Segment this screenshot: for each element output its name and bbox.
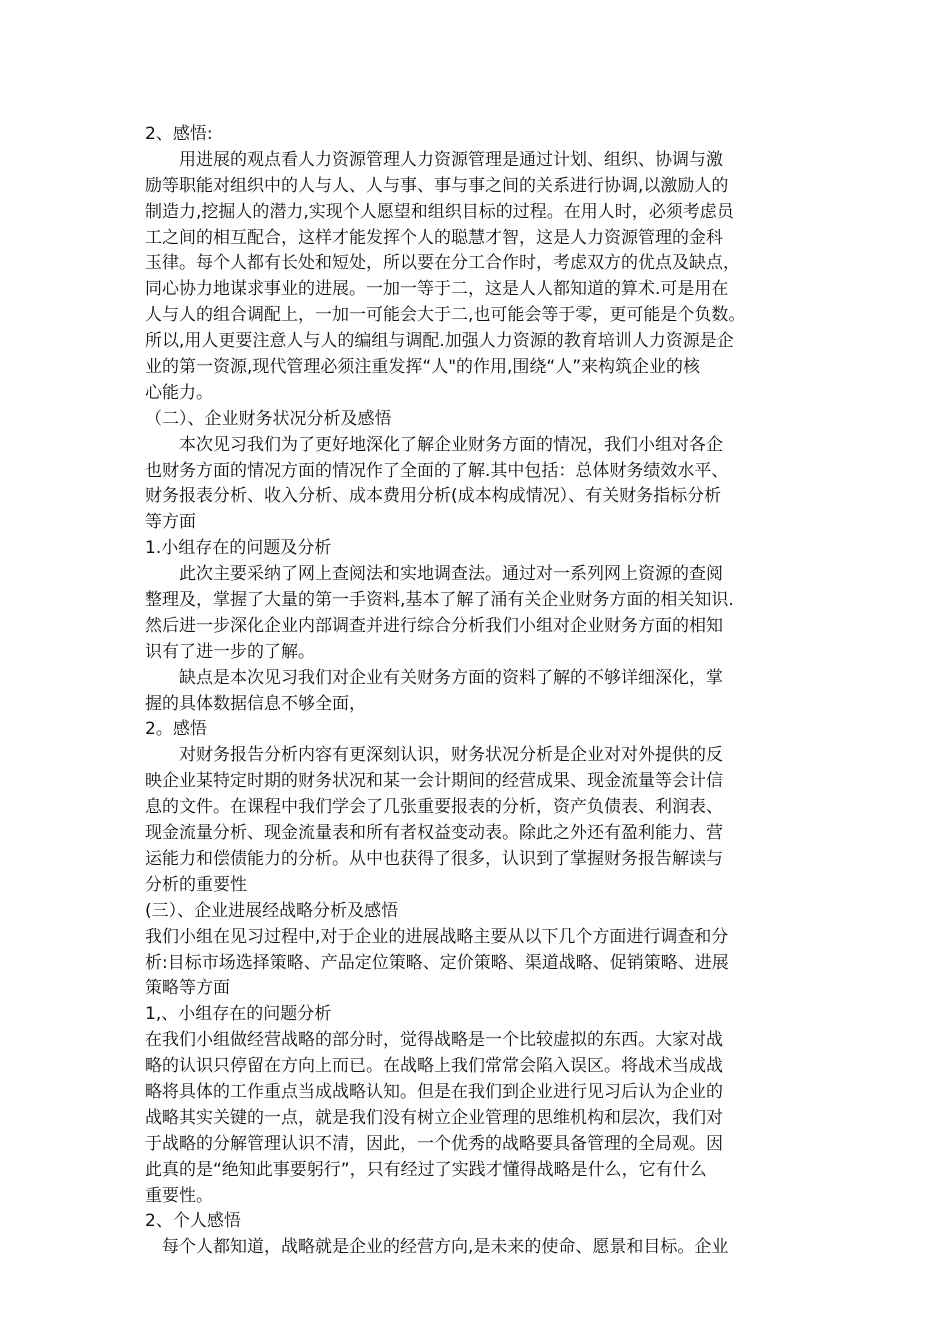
text-line: 映企业某特定时期的财务状况和某一会计期间的经营成果、现金流量等会计信	[145, 771, 723, 792]
text-line: 策略等方面	[145, 978, 230, 999]
text-line: 励等职能对组织中的人与人、人与事、事与事之间的关系进行协调,以激励人的	[145, 175, 729, 196]
text-line: 战略其实关键的一点，就是我们没有树立企业管理的思维机构和层次，我们对	[145, 1107, 723, 1128]
text-line: 也财务方面的情况方面的情况作了全面的了解.其中包括：总体财务绩效水平、	[145, 460, 729, 481]
text-line: 我们小组在见习过程中,对于企业的进展战略主要从以下几个方面进行调查和分	[145, 926, 729, 947]
text-line: 心能力。	[145, 382, 213, 403]
text-line: 1,、小组存在的问题分析	[145, 1004, 332, 1025]
text-line: （二）、企业财务状况分析及感悟	[145, 408, 392, 429]
text-line: 然后进一步深化企业内部调查并进行综合分析我们小组对企业财务方面的相知	[145, 615, 723, 636]
text-line: 息的文件。在课程中我们学会了几张重要报表的分析，资产负债表、利润表、	[145, 797, 723, 818]
text-line: 整理及，掌握了大量的第一手资料,基本了解了涌有关企业财务方面的相关知识.	[145, 590, 734, 611]
text-line: 业的第一资源,现代管理必须注重发挥“人"的作用,围绕“人”来构筑企业的核	[145, 357, 701, 378]
text-line: 分析的重要性	[145, 874, 247, 895]
text-line: 2。感悟	[145, 719, 207, 740]
text-line: 每个人都知道，战略就是企业的经营方向,是未来的使命、愿景和目标。企业	[162, 1237, 729, 1258]
document-page	[145, 122, 813, 1261]
text-line: 制造力,挖掘人的潜力,实现个人愿望和组织目标的过程。在用人时，必须考虑员	[145, 201, 734, 222]
text-line: 工之间的相互配合，这样才能发挥个人的聪慧才智，这是人力资源管理的金科	[145, 227, 723, 248]
text-line: 同心协力地谋求事业的进展。一加一等于二，这是人人都知道的算术.可是用在	[145, 279, 729, 300]
text-line: 人与人的组合调配上，一加一可能会大于二,也可能会等于零，更可能是个负数。	[145, 305, 746, 326]
text-line: 缺点是本次见习我们对企业有关财务方面的资料了解的不够详细深化，掌	[179, 667, 723, 688]
text-line: 玉律。每个人都有长处和短处，所以要在分工合作时，考虑双方的优点及缺点，	[145, 253, 740, 274]
text-line: 此次主要采纳了网上查阅法和实地调查法。通过对一系列网上资源的查阅	[179, 564, 723, 585]
text-line: 财务报表分析、收入分析、成本费用分析(成本构成情况）、有关财务指标分析	[145, 486, 722, 507]
text-line: 2、感悟:	[145, 124, 213, 144]
text-line: 运能力和偿债能力的分析。从中也获得了很多，认识到了掌握财务报告解读与	[145, 848, 723, 869]
text-line: 等方面	[145, 512, 196, 533]
text-line: (三）、企业进展经战略分析及感悟	[145, 900, 399, 921]
text-line: 现金流量分析、现金流量表和所有者权益变动表。除此之外还有盈利能力、营	[145, 823, 723, 844]
text-line: 重要性。	[145, 1185, 213, 1206]
text-line: 于战略的分解管理认识不清，因此，一个优秀的战略要具备管理的全局观。因	[145, 1133, 723, 1154]
text-line: 此真的是“绝知此事要躬行”，只有经过了实践才懂得战略是什么，它有什么	[145, 1159, 707, 1180]
text-line: 所以,用人更要注意人与人的编组与调配.加强人力资源的教育培训人力资源是企	[145, 331, 734, 352]
text-line: 用进展的观点看人力资源管理人力资源管理是通过计划、组织、协调与激	[179, 149, 723, 170]
text-line: 1.小组存在的问题及分析	[145, 538, 332, 559]
text-line: 析:目标市场选择策略、产品定位策略、定价策略、渠道战略、促销策略、进展	[145, 952, 729, 973]
text-line: 识有了进一步的了解。	[145, 641, 315, 662]
text-line: 略的认识只停留在方向上而已。在战略上我们常常会陷入误区。将战术当成战	[145, 1056, 723, 1077]
text-line: 略将具体的工作重点当成战略认知。但是在我们到企业进行见习后认为企业的	[145, 1081, 723, 1102]
text-line: 对财务报告分析内容有更深刻认识，财务状况分析是企业对对外提供的反	[179, 745, 723, 766]
text-line: 本次见习我们为了更好地深化了解企业财务方面的情况，我们小组对各企	[179, 434, 723, 455]
text-line: 握的具体数据信息不够全面，	[145, 693, 366, 714]
text-line: 在我们小组做经营战略的部分时，觉得战略是一个比较虚拟的东西。大家对战	[145, 1030, 723, 1051]
text-line: 2、个人感悟	[145, 1211, 241, 1232]
